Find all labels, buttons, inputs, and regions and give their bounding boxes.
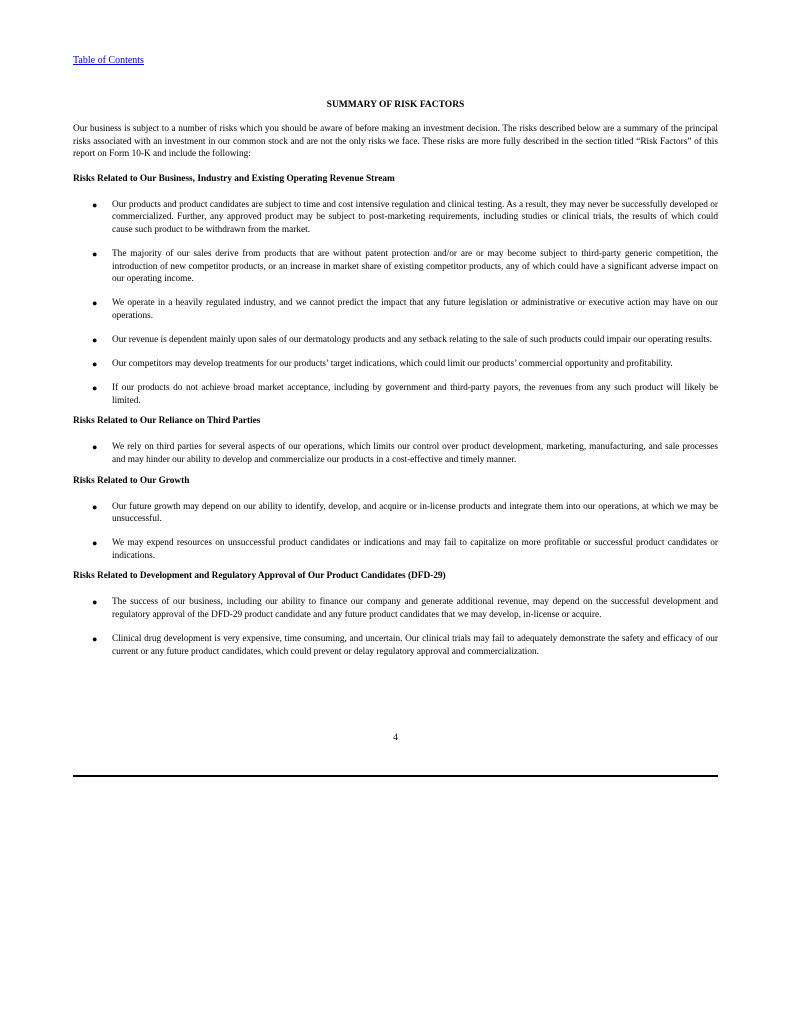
bullet-icon: ● (92, 442, 98, 453)
table-of-contents-link[interactable]: Table of Contents (73, 55, 144, 66)
risk-section-development (73, 570, 718, 658)
section-heading: Risks Related to Our Growth (73, 475, 190, 486)
list-item (73, 248, 718, 286)
risk-section-business (73, 173, 718, 408)
bullet-icon: ● (92, 335, 98, 346)
page-title: SUMMARY OF RISK FACTORS (326, 100, 465, 110)
bullet-text: If our products do not achieve broad market acceptance, including by government and third-party payors, the revenues from any such product will likely be limited. (112, 383, 718, 406)
bullet-text: Our future growth may depend on our ability to identify, develop, and acquire or in-license products and integrate them into our operations, at which we may be unsuccessful. (112, 501, 718, 525)
list-item (73, 633, 718, 658)
page-divider (73, 775, 718, 777)
intro-paragraph: Our business is subject to a number of risks which you should be aware of before making an investment decision. The risks described below are a summary of the principal risks associated with an investment in our common stock and are not the only risks we face. These risks are more fully described in the section titled “Risk Factors” of this report on Form 10-K and include the following: (73, 124, 718, 160)
section-heading: Risks Related to Our Business, Industry and Existing Operating Revenue Stream (73, 173, 395, 184)
list-item (73, 334, 718, 347)
list-item (73, 537, 718, 562)
list-item (73, 297, 718, 322)
section-heading: Risks Related to Development and Regulatory Approval of Our Product Candidates (DFD-29) (73, 571, 446, 582)
bullet-text: We rely on third parties for several aspects of our operations, which limits our control over product development, marketing, manufacturing, and sale processes and may hinder our ability to develop and commercialize our products in a cost-effective and timely manner. (112, 442, 718, 465)
bullet-text: Our competitors may develop treatments for our products’ target indications, which could limit our products’ commercial opportunity and profitability. (112, 359, 673, 370)
list-item (73, 441, 718, 466)
bullet-icon: ● (92, 383, 98, 394)
bullet-text: Clinical drug development is very expensive, time consuming, and uncertain. Our clinical trials may fail to adequately demonstrate the safety and efficacy of our current or any future product candidates, which could prevent or delay regulatory approval and commercialization. (112, 634, 718, 657)
bullet-icon: ● (92, 359, 98, 370)
list-item (73, 501, 718, 526)
bullet-list (73, 199, 718, 408)
list-item (73, 382, 718, 407)
bullet-icon: ● (92, 501, 98, 512)
list-item (73, 596, 718, 621)
bullet-icon: ● (92, 199, 98, 210)
bullet-text: Our revenue is dependent mainly upon sales of our dermatology products and any setback relating to the sale of such products could impair our operating results. (112, 335, 713, 346)
bullet-list (73, 441, 718, 466)
bullet-icon: ● (92, 634, 98, 645)
page-content (73, 99, 718, 666)
bullet-icon: ● (92, 597, 98, 608)
section-heading: Risks Related to Our Reliance on Third Parties (73, 416, 261, 427)
bullet-text: The success of our business, including our ability to finance our company and generate additional revenue, may depend on the successful development and regulatory approval of the DFD-29 product candidate and any future product candidates that we may develop, in-license or acquire. (112, 597, 718, 621)
bullet-icon: ● (92, 298, 98, 309)
bullet-list (73, 596, 718, 658)
list-item (73, 358, 718, 371)
bullet-text: We may expend resources on unsuccessful product candidates or indications and may fail to capitalize on more profitable or successful product candidates or indications. (112, 538, 718, 561)
bullet-icon: ● (92, 249, 98, 260)
bullet-text: The majority of our sales derive from products that are without patent protection and/or are or may become subject to third-party generic competition, the introduction of new competitor products, or an increase in market share of existing competitor products, any of which could have a significant adverse impact on our operating income. (112, 249, 718, 285)
bullet-text: We operate in a heavily regulated industry, and we cannot predict the impact that any future legislation or administrative or executive action may have on our operations. (112, 298, 718, 321)
bullet-list (73, 501, 718, 563)
page-number: 4 (393, 733, 398, 743)
risk-section-third-parties (73, 415, 718, 466)
list-item (73, 199, 718, 237)
bullet-icon: ● (92, 538, 98, 549)
bullet-text: Our products and product candidates are subject to time and cost intensive regulation and clinical testing. As a result, they may never be successfully developed or commercialized. Further, any approved product may be subject to post-marketing requirements, including studies or clinical trials, the results of which could cause such product to be withdrawn from the market. (112, 199, 718, 235)
risk-section-growth (73, 475, 718, 563)
